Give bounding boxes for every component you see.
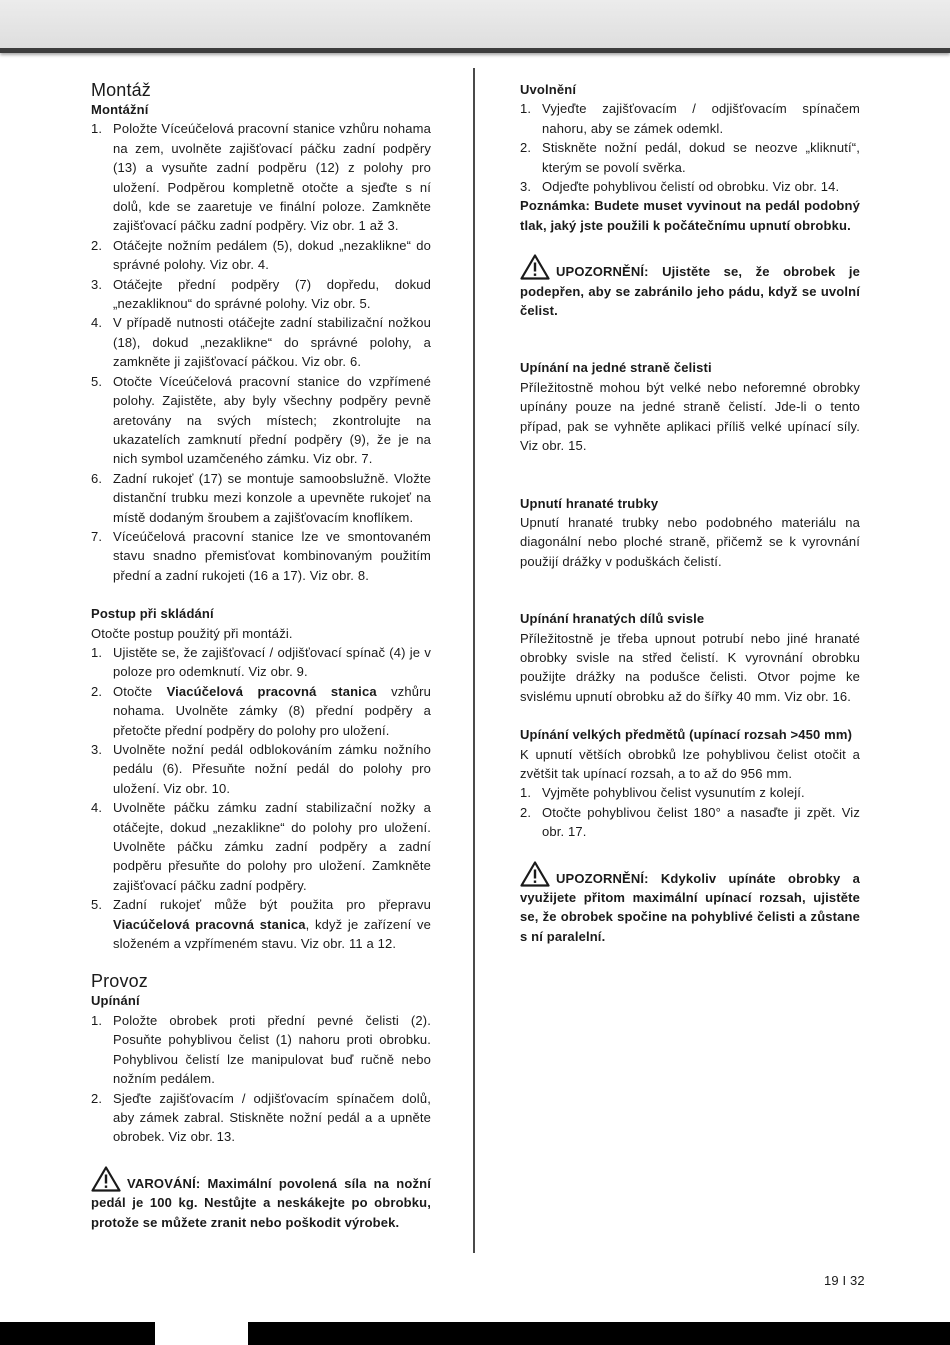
subheading-svisle: Upínání hranatých dílů svisle [520, 611, 705, 627]
velkych-list [520, 783, 860, 841]
header-band [0, 0, 950, 53]
list-item: 2. Otočte Viacúčelová pracovná stanica vzhůru nohama. Uvolněte zámky (8) přední podpěry a přetočte přední podpěry do polohy pro uložení. [91, 683, 431, 738]
subheading-postup: Postup při skládání [91, 606, 214, 622]
list-item: 1. Vyjměte pohyblivou čelist vysunutím z kolejí. [520, 785, 805, 801]
list-item: 4. Uvolněte páčku zámku zadní stabilizační nožky a otáčejte, dokud „nezaklikne“ do polohy pro uložení. Uvolněte páčku zámku zadní podpěry a zadní podpěru přesuňte do polohy pro uložení. Zamkněte zajišťovací páčku zadní podpěry. [91, 800, 431, 893]
list-item: 5. Otočte Víceúčelová pracovní stanice do vzpřímené polohy. Zajistěte, aby byly všechny podpěry pevně aretovány na svých místech; zkontrolujte na ukazatelích zamknutí přední podpěry (9), že je na nich symbol uzamčeného zámku. Viz obr. 7. [91, 373, 431, 467]
list-item: 6. Zadní rukojeť (17) se montuje samoobslužně. Vložte distanční trubku mezi konzole a upevněte rukojeť na místě dodaným šroubem a zajišťovacím knoflíkem. [91, 470, 431, 525]
subheading-trubky: Upnutí hranaté trubky [520, 495, 659, 511]
warning-block: VAROVÁNÍ: Maximální povolená síla na nožní pedál je 100 kg. Nestůjte a neskákejte po obrobku, protože se můžete zranit nebo poškodit výrobek. [91, 1166, 431, 1232]
list-item: 2. Otáčejte nožním pedálem (5), dokud „nezaklikne“ do správné polohy. Viz obr. 4. [91, 237, 431, 273]
postup-list [91, 643, 431, 954]
list-item: 2. Sjeďte zajišťovacím / odjišťovacím spínačem dolů, aby zámek zabral. Stiskněte nožní pedál a a upněte obrobek. Viz obr. 13. [91, 1090, 431, 1145]
column-divider [473, 68, 475, 1253]
footer-bar-gap [155, 1322, 248, 1345]
left-column [91, 80, 431, 1232]
list-item: 1. Ujistěte se, že zajišťovací / odjišťovací spínač (4) je v poloze pro odemknutí. Viz obr. 9. [91, 644, 431, 680]
list-item: 7. Víceúčelová pracovní stanice lze ve smontovaném stavu snadno přemisťovat kombinovaným použitím přední a zadní rukojeti (16 a 17). Viz obr. 8. [91, 528, 431, 583]
list-item: 1. Vyjeďte zajišťovacím / odjišťovacím spínačem nahoru, aby se zámek odemkl. [520, 101, 860, 136]
caution-block-2: UPOZORNĚNÍ: Kdykoliv upínáte obrobky a využijete přitom maximální upínací rozsah, ujistěte se, že obrobek spočine na pohyblivé čelisti a zůstane s ní paralelní. [520, 861, 860, 947]
list-item: 2. Otočte pohyblivou čelist 180° a nasaďte ji zpět. Viz obr. 17. [520, 804, 860, 840]
montaz-list [91, 119, 431, 585]
uvolneni-list [520, 99, 860, 196]
warning-triangle-icon [520, 254, 550, 280]
jedne-strane-text: Příležitostně mohou být velké nebo neforemné obrobky upínány pouze na jedné straně čelistí. Jde-li o tento případ, pak se vyhněte aplikaci příliš velké upínací síly. Viz obr. 15. [520, 379, 860, 454]
list-item: 1. Položte obrobek proti přední pevné čelisti (2). Posuňte pohyblivou čelist (1) nahoru proti obrobku. Pohyblivou čelistí lze manipulovat buď ručně nebo nožním pedálem. [91, 1012, 431, 1087]
trubky-text: Upnutí hranaté trubky nebo podobného materiálu na diagonální nebo ploché straně, přičemž se k vyrovnání použijí drážky v poduškách čelistí. [520, 514, 860, 569]
list-item: 3. Odjeďte pohyblivou čelistí od obrobku. Viz obr. 14. [520, 179, 840, 195]
subheading-montazni: Montážní [91, 102, 149, 117]
warning-triangle-icon [520, 861, 550, 887]
upinani-list [91, 1011, 431, 1147]
caution-block-1: UPOZORNĚNÍ: Ujistěte se, že obrobek je podepřen, aby se zabránilo jeho pádu, když se uvolní čelist. [520, 254, 860, 320]
note-text: Poznámka: Budete muset vyvinout na pedál podobný tlak, jaký jste použili k počátečnímu upnutí obrobku. [520, 198, 860, 233]
subheading-jedne-strane: Upínání na jedné straně čelisti [520, 360, 712, 376]
warning-triangle-icon [91, 1166, 121, 1192]
page-number: 19 I 32 [824, 1273, 865, 1288]
svisle-text: Příležitostně je třeba upnout potrubí nebo jiné hranaté obrobky svisle na střed čelistí. K vyrovnání obrobku použijte drážky na podušce čelisti. Otvor pojme ke svislému upnutí obrobku až do šířky 40 mm. Viz obr. 16. [520, 630, 860, 704]
subheading-velkych: Upínání velkých předmětů (upínací rozsah >450 mm) [520, 727, 853, 743]
list-item: 4. V případě nutnosti otáčejte zadní stabilizační nožkou (18), dokud „nezaklikne“ do správné polohy, a zamkněte ji zajišťovací páčkou. Viz obr. 6. [91, 315, 431, 370]
right-column [520, 80, 860, 946]
section-title-montaz: Montáž [91, 80, 151, 100]
subheading-upinani: Upínání [91, 993, 140, 1009]
list-item: 2. Stiskněte nožní pedál, dokud se neozve „kliknutí“, kterým se povolí svěrka. [520, 140, 860, 175]
list-item: 1. Položte Víceúčelová pracovní stanice vzhůru nohama na zem, uvolněte zajišťovací páčku zadní podpěry (13) a vysuňte zadní podpěru (12) z polohy pro uložení. Podpěrou kompletně otočte a sjeďte s ní dolů, kde se zaaretuje ve finální poloze. Zamkněte zajišťovací páčku zadní podpěry. Viz obr. 1 až 3. [91, 121, 431, 234]
list-item: 3. Otáčejte přední podpěry (7) dopředu, dokud „nezakliknou“ do správné polohy. Viz obr. 5. [91, 276, 431, 312]
velkych-text: K upnutí větších obrobků lze pohyblivou čelist otočit a zvětšit tak upínací rozsah, a to až do 956 mm. [520, 746, 860, 781]
section-title-provoz: Provoz [91, 971, 148, 992]
footer-bar [0, 1322, 950, 1345]
postup-intro: Otočte postup použitý při montáži. [91, 625, 293, 641]
list-item: 3. Uvolněte nožní pedál odblokováním zámku nožního pedálu (6). Přesuňte nožní pedál do polohy pro uložení. Viz obr. 10. [91, 742, 431, 796]
list-item: 5. Zadní rukojeť může být použita pro přepravu Viacúčelová pracovná stanica, když je zařízení ve složeném a vzpřímeném stavu. Viz obr. 11 a 12. [91, 897, 431, 952]
subheading-uvolneni: Uvolnění [520, 82, 577, 97]
